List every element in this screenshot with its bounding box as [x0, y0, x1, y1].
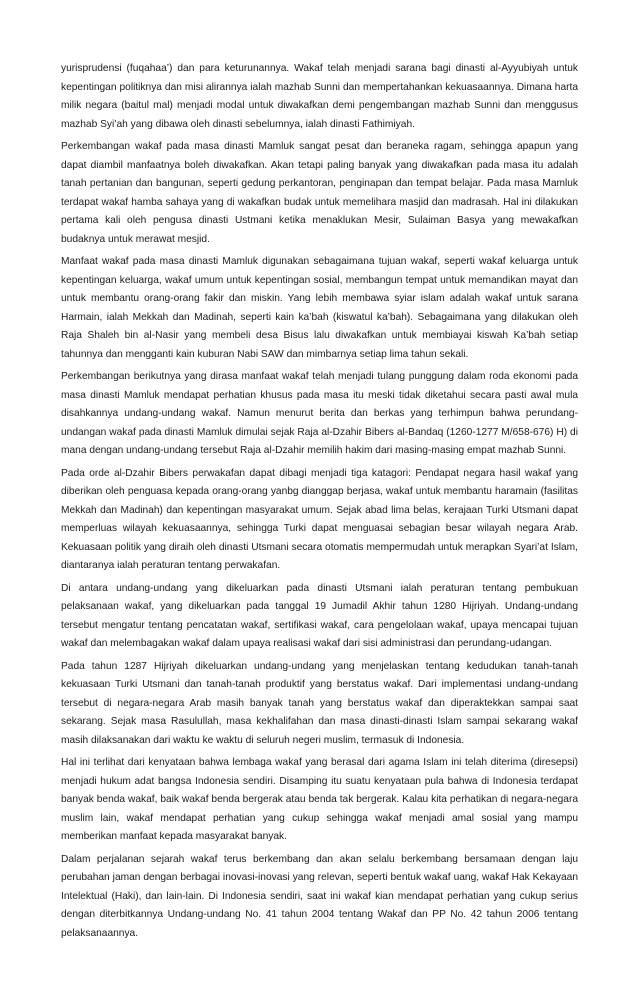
paragraph: Di antara undang-undang yang dikeluarkan pada dinasti Utsmani ialah peraturan tentang pembukuan pelaksanaan wakaf, yang dikeluarkan pada tanggal 19 Jumadil Akhir tahun 1280 Hijriyah. Undang-undang tersebut mengatur tentang pencatatan wakaf, sertifikasi wakaf, cara pengelolaan wakaf, upaya mencapai tujuan wakaf dan melembagakan wakaf dalam upaya realisasi wakaf dari sisi administrasi dan perundang-udangan.: [61, 582, 578, 649]
paragraph: Pada tahun 1287 Hijriyah dikeluarkan undang-undang yang menjelaskan tentang kedudukan tanah-tanah kekuasaan Turki Utsmani dan tanah-tanah produktif yang berstatus wakaf. Dari implementasi undang-undang tersebut di negara-negara Arab masih banyak tanah yang berstatus wakaf dan diperaktekkan sampai saat sekarang. Sejak masa Rasulullah, masa kekhalifahan dan masa dinasti-dinasti Islam sampai sekarang wakaf masih dilaksanakan dari waktu ke waktu di seluruh negeri muslim, termasuk di Indonesia.: [61, 660, 578, 746]
paragraph: Dalam perjalanan sejarah wakaf terus berkembang dan akan selalu berkembang bersamaan dengan laju perubahan jaman dengan berbagai inovasi-inovasi yang relevan, seperti bentuk wakaf uang, wakaf Hak Kekayaan Intelektual (Haki), dan lain-lain. Di Indonesia sendiri, saat ini wakaf kian mendapat perhatian yang cukup serius dengan diterbitkannya Undang-undang No. 41 tahun 2004 tentang Wakaf dan PP No. 42 tahun 2006 tentang pelaksanaannya.: [61, 853, 578, 939]
document-body: [61, 60, 578, 943]
paragraph: Perkembangan wakaf pada masa dinasti Mamluk sangat pesat dan beraneka ragam, sehingga apapun yang dapat diambil manfaatnya boleh diwakafkan. Akan tetapi paling banyak yang diwakafkan pada masa itu adalah tanah pertanian dan bangunan, seperti gedung perkantoran, penginapan dan tempat belajar. Pada masa Mamluk terdapat wakaf hamba sahaya yang di wakafkan budak untuk memelihara masjid dan madrasah. Hal ini dilakukan pertama kali oleh pengusa dinasti Ustmani ketika menaklukan Mesir, Sulaiman Basya yang mewakafkan budaknya untuk merawat mesjid.: [61, 141, 578, 245]
paragraph: Hal ini terlihat dari kenyataan bahwa lembaga wakaf yang berasal dari agama Islam ini telah diterima (diresepsi) menjadi hukum adat bangsa Indonesia sendiri. Disamping itu suatu kenyataan pula bahwa di Indonesia terdapat banyak benda wakaf, baik wakaf benda bergerak atau benda tak bergerak. Kalau kita perhatikan di negara-negara muslim lain, wakaf mendapat perhatian yang cukup sehingga wakaf menjadi amal sosial yang mampu memberikan manfaat kepada masyarakat banyak.: [61, 757, 578, 842]
paragraph: Manfaat wakaf pada masa dinasti Mamluk digunakan sebagaimana tujuan wakaf, seperti wakaf keluarga untuk kepentingan keluarga, wakaf umum untuk kepentingan sosial, membangun tempat untuk memandikan mayat dan untuk membantu orang-orang fakir dan miskin. Yang lebih membawa syiar islam adalah wakaf untuk sarana Harmain, ialah Mekkah dan Madinah, seperti kain ka’bah (kiswatul ka’bah). Sebagaimana yang dilakukan oleh Raja Shaleh bin al-Nasir yang membeli desa Bisus lalu diwakafkan untuk membiayai kiswah Ka’bah setiap tahunnya dan mengganti kain kuburan Nabi SAW dan mimbarnya setiap lima tahun sekali.: [61, 256, 578, 360]
paragraph: yurisprudensi (fuqahaa’) dan para keturunannya. Wakaf telah menjadi sarana bagi dinasti al-Ayyubiyah untuk kepentingan politiknya dan misi alirannya ialah mazhab Sunni dan mempertahankan kekuasaannya. Dimana harta milik negara (baitul mal) menjadi modal untuk diwakafkan demi pengembangan mazhab Sunni dan menggusus mazhab Syi’ah yang dibawa oleh dinasti sebelumnya, ialah dinasti Fathimiyah.: [61, 63, 578, 130]
paragraph: Perkembangan berikutnya yang dirasa manfaat wakaf telah menjadi tulang punggung dalam roda ekonomi pada masa dinasti Mamluk mendapat perhatian khusus pada masa itu meski tidak diketahui secara pasti awal mula disahkannya undang-undang wakaf. Namun menurut berita dan berkas yang terhimpun bahwa perundang-undangan wakaf pada dinasti Mamluk dimulai sejak Raja al-Dzahir Bibers al-Bandaq (1260-1277 M/658-676) H) di mana dengan undang-undang tersebut Raja al-Dzahir memilih hakim dari masing-masing empat mazhab Sunni.: [61, 371, 578, 456]
paragraph: Pada orde al-Dzahir Bibers perwakafan dapat dibagi menjadi tiga katagori: Pendapat negara hasil wakaf yang diberikan oleh penguasa kepada orang-orang yanbg dianggap berjasa, wakaf untuk membantu haramain (fasilitas Mekkah dan Madinah) dan kepentingan masyarakat umum. Sejak abad lima belas, kerajaan Turki Utsmani dapat memperluas wilayah kekuasaannya, sehingga Turki dapat menguasai sebagian besar wilayah negara Arab. Kekuasaan politik yang diraih oleh dinasti Utsmani secara otomatis mempermudah untuk merapkan Syari’at Islam, diantaranya ialah peraturan tentang perwakafan.: [61, 467, 578, 571]
